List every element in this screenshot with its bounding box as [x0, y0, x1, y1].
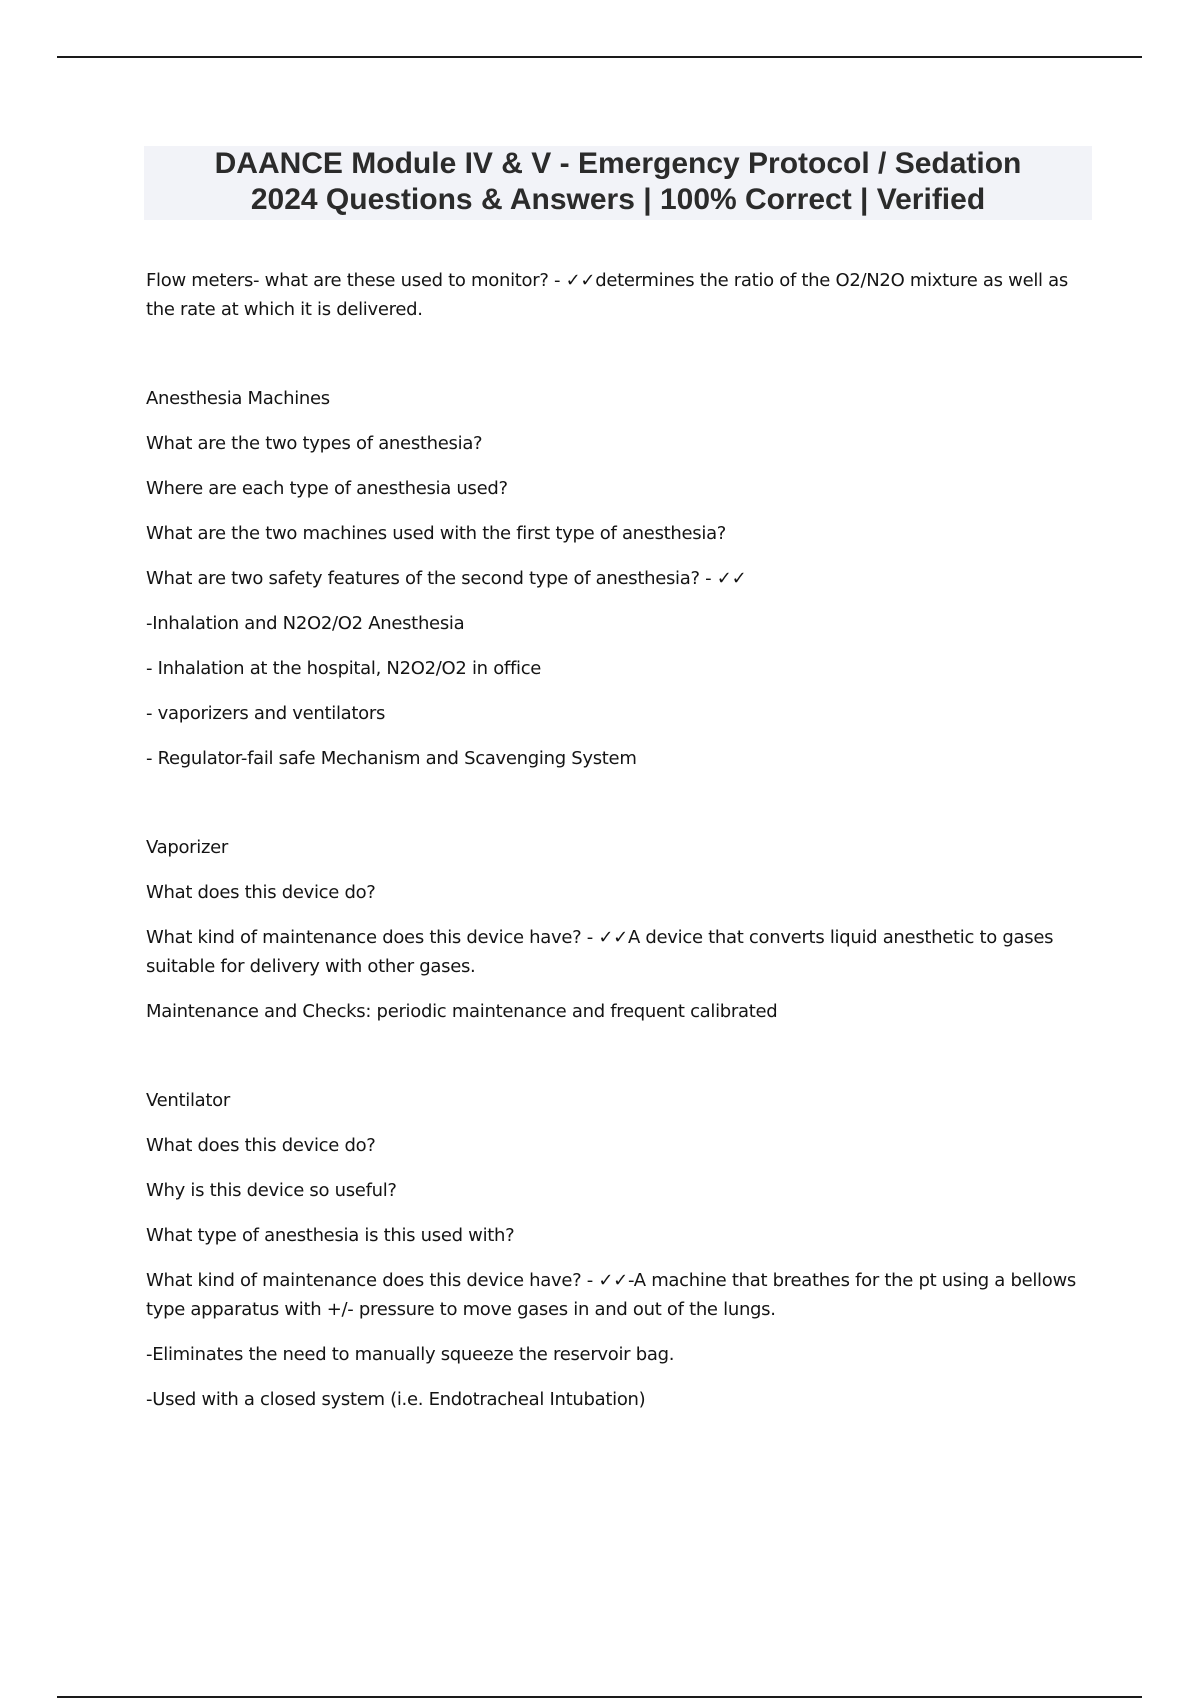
section-heading: Ventilator — [146, 1090, 230, 1111]
answer-line: -Inhalation and N2O2/O2 Anesthesia — [146, 613, 465, 634]
answer-line: -Eliminates the need to manually squeeze the reservoir bag. — [146, 1344, 675, 1365]
question-line: What are the two machines used with the first type of anesthesia? — [146, 523, 727, 544]
section-gap — [146, 340, 1086, 384]
question-line: What does this device do? — [146, 1135, 376, 1156]
title-line-1: DAANCE Module IV & V - Emergency Protocol / Sedation — [214, 147, 1022, 180]
question-line: Where are each type of anesthesia used? — [146, 478, 508, 499]
answer-line: - Inhalation at the hospital, N2O2/O2 in office — [146, 658, 542, 679]
section-vaporizer — [146, 833, 1086, 1026]
section-gap — [146, 789, 1086, 833]
top-rule — [57, 56, 1142, 58]
answer-line: -Used with a closed system (i.e. Endotracheal Intubation) — [146, 1389, 646, 1410]
question-line: What type of anesthesia is this used with? — [146, 1225, 515, 1246]
question-line: Why is this device so useful? — [146, 1180, 397, 1201]
qa-paragraph: Flow meters- what are these used to monitor? - ✓✓determines the ratio of the O2/N2O mixture as well as the rate at which it is delivered. — [146, 270, 1068, 320]
section-heading: Vaporizer — [146, 837, 229, 858]
question-line: What does this device do? — [146, 882, 376, 903]
section-ventilator — [146, 1086, 1086, 1414]
document-body — [146, 266, 1086, 1430]
qa-paragraph: What kind of maintenance does this device have? - ✓✓A device that converts liquid anesthetic to gases suitable for delivery with other gases. — [146, 927, 1054, 977]
section-flow-meters — [146, 266, 1086, 324]
section-heading: Anesthesia Machines — [146, 388, 330, 409]
bottom-rule — [57, 1696, 1142, 1698]
question-line: What are two safety features of the second type of anesthesia? - ✓✓ — [146, 568, 747, 589]
answer-line: Maintenance and Checks: periodic maintenance and frequent calibrated — [146, 1001, 778, 1022]
section-anesthesia-machines — [146, 384, 1086, 773]
answer-line: - Regulator-fail safe Mechanism and Scavenging System — [146, 748, 637, 769]
answer-line: - vaporizers and ventilators — [146, 703, 386, 724]
title-line-2: 2024 Questions & Answers | 100% Correct | Verified — [250, 183, 986, 216]
section-gap — [146, 1042, 1086, 1086]
qa-paragraph: What kind of maintenance does this device have? - ✓✓-A machine that breathes for the pt using a bellows type apparatus with +/- pressure to move gases in and out of the lungs. — [146, 1270, 1076, 1320]
question-line: What are the two types of anesthesia? — [146, 433, 483, 454]
document-title — [144, 146, 1092, 220]
